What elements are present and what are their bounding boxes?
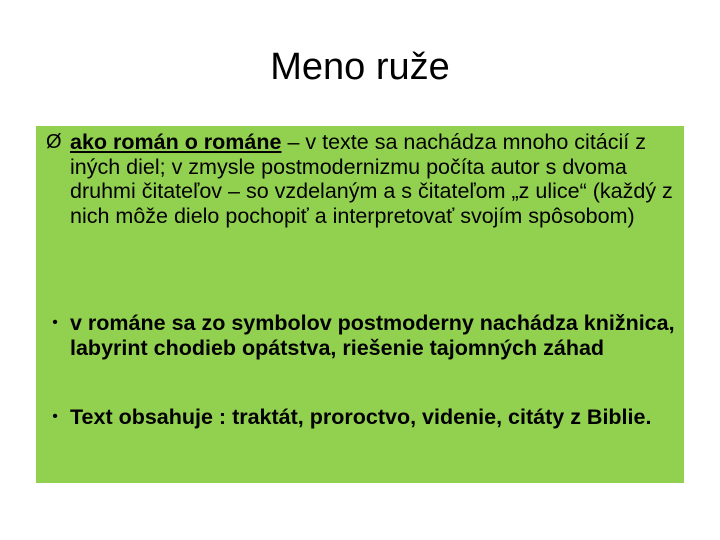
bullet-lead-text: ako román o románe bbox=[70, 130, 282, 154]
bullet-body-text: – v texte sa nachádza mnoho citácií z iných diel; v zmysle postmodernizmu počíta autor s dvoma druhmi čitateľov – so vzdelaným a s čitateľom „z ulice“ (každý z nich môže dielo pochopiť a interpretovať svojím spôsobom) bbox=[70, 130, 673, 228]
bullet-body-text: Text obsahuje : traktát, proroctvo, videnie, citáty z Biblie. bbox=[70, 405, 652, 429]
dot-bullet-icon: • bbox=[52, 314, 58, 331]
bullet-item-symbols bbox=[46, 311, 676, 360]
arrow-bullet-icon: Ø bbox=[46, 131, 62, 153]
bullet-item-text-contents bbox=[46, 405, 676, 430]
dot-bullet-icon: • bbox=[52, 408, 58, 425]
content-panel bbox=[36, 126, 684, 483]
slide-title: Meno ruže bbox=[270, 46, 450, 88]
bullet-item-novel-about-novel bbox=[46, 130, 676, 228]
bullet-body-text: v románe sa zo symbolov postmoderny nachádza knižnica, labyrint chodieb opátstva, riešenie tajomných záhad bbox=[70, 311, 675, 360]
